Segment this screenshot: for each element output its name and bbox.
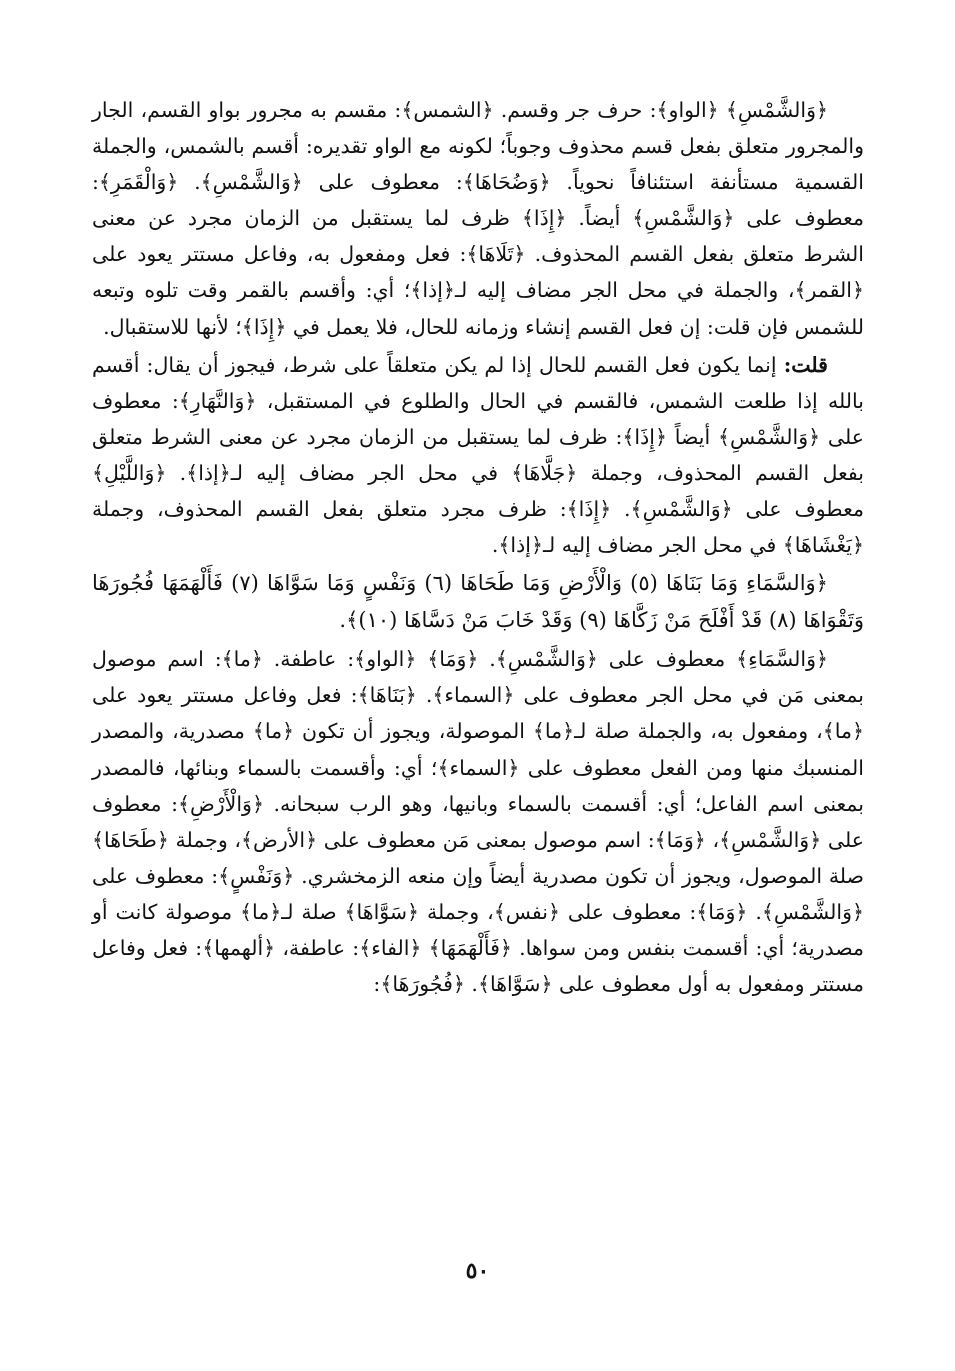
- quran-verses: ﴿وَالسَّمَاءِ وَمَا بَنَاهَا (٥) وَالْأَرْضِ وَمَا طَحَاهَا (٦) وَنَفْسٍ وَمَا سَوَّاهَا (٧) فَأَلْهَمَهَا فُجُورَهَا وَتَقْوَاهَا (٨) قَدْ أَفْلَحَ مَنْ زَكَّاهَا (٩) وَقَدْ خَابَ مَنْ دَسَّاهَا (١٠)﴾.: [92, 571, 864, 633]
- lead-word: قلت:: [783, 352, 828, 377]
- page-number: ٥٠: [465, 1258, 490, 1284]
- paragraph-2-text: إنما يكون فعل القسم للحال إذا لم يكن متعلقاً على شرط، فيجوز أن يقال: أقسم بالله إذا طلعت الشمس، فالقسم في الحال والطلوع في المستقبل، ﴿وَالنَّهَارِ﴾: معطوف على ﴿وَالشَّمْسِ﴾ أيضاً ﴿إِذَا﴾: ظرف لما يستقبل من الزمان مجرد عن معنى الشرط متعلق بفعل القسم المحذوف، وجملة ﴿جَلَّاهَا﴾ في محل الجر مضاف إليه لـ﴿إذا﴾. ﴿وَاللَّيْلِ﴾ معطوف على ﴿وَالشَّمْسِ﴾. ﴿إِذَا﴾: ظرف مجرد متعلق بفعل القسم المحذوف، وجملة ﴿يَغْشَاهَا﴾ في محل الجر مضاف إليه لـ﴿إذا﴾.: [92, 352, 864, 558]
- paragraph-3: ﴿وَالسَّمَاءِ﴾ معطوف على ﴿وَالشَّمْسِ﴾. ﴿وَمَا﴾ ﴿الواو﴾: عاطفة. ﴿ما﴾: اسم موصول بمعنى مَن في محل الجر معطوف على ﴿السماء﴾. ﴿بَنَاهَا﴾: فعل وفاعل مستتر يعود على ﴿ما﴾، ومفعول به، والجملة صلة لـ﴿ما﴾ الموصولة، ويجوز أن تكون ﴿ما﴾ مصدرية، والمصدر المنسبك منها ومن الفعل معطوف على ﴿السماء﴾؛ أي: وأقسمت بالسماء وبنائها، فالمصدر بمعنى اسم الفاعل؛ أي: أقسمت بالسماء وبانيها، وهو الرب سبحانه. ﴿وَالْأَرْضِ﴾: معطوف على ﴿وَالشَّمْسِ﴾، ﴿وَمَا﴾: اسم موصول بمعنى مَن معطوف على ﴿الأرض﴾، وجملة ﴿طَحَاهَا﴾ صلة الموصول، ويجوز أن تكون مصدرية أيضاً وإن منعه الزمخشري. ﴿وَنَفْسٍ﴾: معطوف على ﴿وَالشَّمْسِ﴾. ﴿وَمَا﴾: معطوف على ﴿نفس﴾، وجملة ﴿سَوَّاهَا﴾ صلة لـ﴿ما﴾ موصولة كانت أو مصدرية؛ أي: أقسمت بنفس ومن سواها. ﴿فَأَلْهَمَهَا﴾ ﴿الفاء﴾: عاطفة، ﴿ألهمها﴾: فعل وفاعل مستتر ومفعول به أول معطوف على ﴿سَوَّاهَا﴾. ﴿فُجُورَهَا﴾:: [92, 647, 864, 997]
- paragraph-1: ﴿وَالشَّمْسِ﴾ ﴿الواو﴾: حرف جر وقسم. ﴿الشمس﴾: مقسم به مجرور بواو القسم، الجار والمجرور متعلق بفعل قسم محذوف وجوباً؛ لكونه مع الواو تقديره: أقسم بالشمس، والجملة القسمية مستأنفة استئنافاً نحوياً. ﴿وَضُحَاهَا﴾: معطوف على ﴿وَالشَّمْسِ﴾. ﴿وَالْقَمَرِ﴾: معطوف على ﴿وَالشَّمْسِ﴾ أيضاً. ﴿إِذَا﴾ ظرف لما يستقبل من الزمان مجرد عن معنى الشرط متعلق بفعل القسم المحذوف. ﴿تَلَاهَا﴾: فعل ومفعول به، وفاعل مستتر يعود على ﴿القمر﴾، والجملة في محل الجر مضاف إليه لـ﴿إذا﴾؛ أي: وأقسم بالقمر وقت تلوه وتبعه للشمس فإن قلت: إن فعل القسم إنشاء وزمانه للحال، فلا يعمل في ﴿إِذَا﴾؛ لأنها للاستقبال.: [92, 98, 864, 339]
- paragraph-2: [92, 347, 864, 564]
- page-body: [92, 92, 864, 1004]
